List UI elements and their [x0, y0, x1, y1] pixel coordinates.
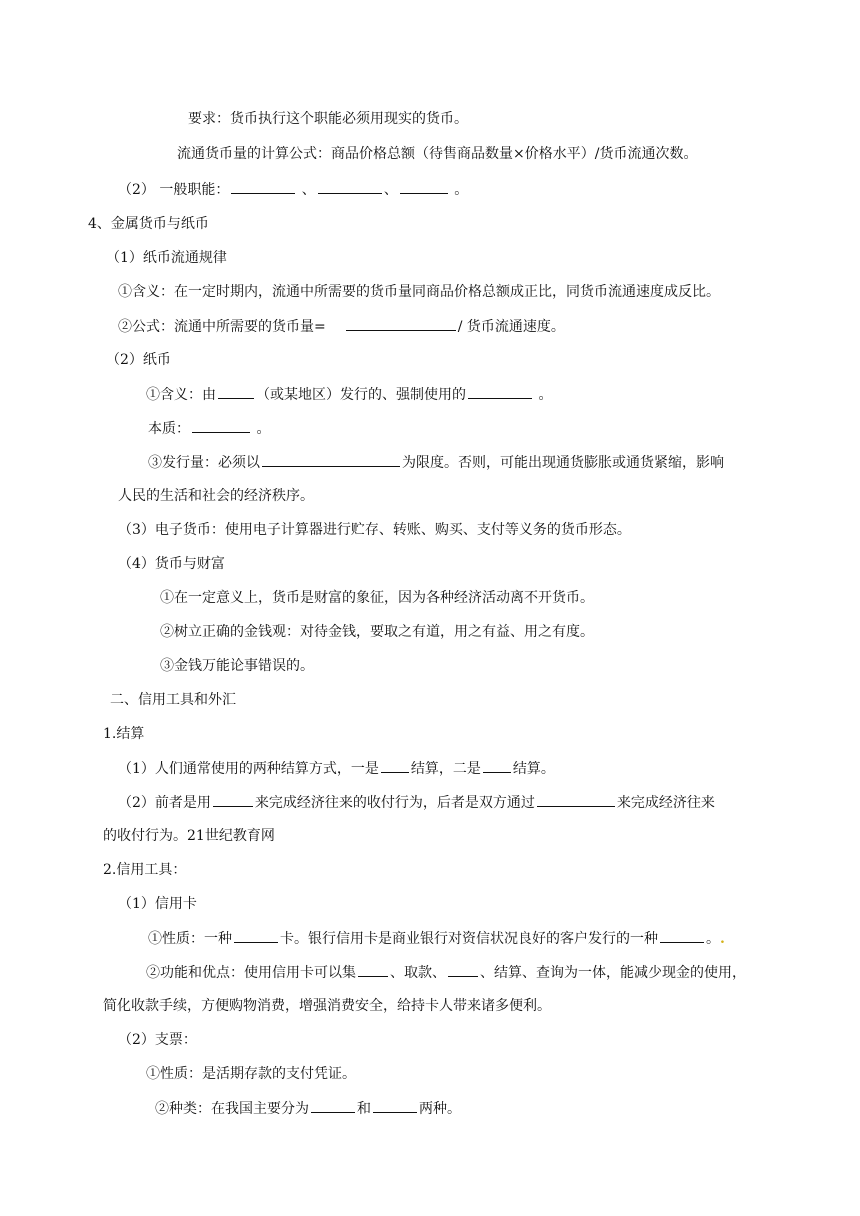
- text-line-with-blanks: [146, 384, 552, 404]
- subsection-heading: （1）纸币流通规律: [106, 250, 227, 266]
- fill-blank: [468, 384, 532, 399]
- fill-blank: [231, 179, 295, 194]
- text-fragment: 结算。: [512, 761, 555, 777]
- fill-blank: [448, 962, 478, 977]
- text-fragment: 、结算、查询为一体，能减少现金的使用，: [480, 965, 746, 981]
- subsection-heading: （2）支票：: [118, 1032, 197, 1048]
- highlight-dot: .: [720, 931, 725, 947]
- text-fragment: 。: [706, 931, 720, 947]
- text-fragment: 。: [449, 182, 469, 198]
- text-line-with-blanks: [148, 418, 270, 438]
- text-fragment: （或某地区）发行的、强制使用的: [256, 387, 466, 403]
- text-fragment: 、: [383, 182, 398, 198]
- fill-blank: [213, 792, 253, 807]
- fill-blank: [400, 179, 448, 194]
- fill-blank: [218, 384, 254, 399]
- text-fragment: ②功能和优点：使用信用卡可以集: [146, 965, 356, 981]
- fill-blank: [537, 792, 615, 807]
- section-heading: 1.结算: [103, 726, 145, 742]
- fill-blank: [262, 452, 400, 467]
- fill-blank: [660, 928, 704, 943]
- text-line-with-blanks: [118, 758, 555, 778]
- fill-blank: [373, 1098, 417, 1113]
- text-line: ②树立正确的金钱观：对待金钱，要取之有道，用之有益、用之有度。: [160, 624, 594, 640]
- fill-blank: [358, 962, 388, 977]
- text-fragment: 为限度。否则，可能出现通货膨胀或通货紧缩，影响: [402, 455, 724, 471]
- text-line-with-blanks: [148, 928, 725, 948]
- text-fragment: 和: [357, 1101, 371, 1117]
- text-fragment: ②种类：在我国主要分为: [155, 1101, 309, 1117]
- text-line: 的收付行为。21世纪教育网: [103, 828, 275, 844]
- text-line: 简化收款手续，方便购物消费，增强消费安全，给持卡人带来诸多便利。: [103, 998, 551, 1014]
- text-fragment: ③发行量：必须以: [148, 455, 260, 471]
- text-fragment: 、: [297, 182, 316, 198]
- text-fragment: ②公式：流通中所需要的货币量=: [118, 319, 326, 335]
- section-heading: 4、金属货币与纸币: [88, 216, 209, 232]
- text-fragment: （2）前者是用: [118, 795, 211, 811]
- text-line: ③金钱万能论事错误的。: [160, 658, 314, 674]
- text-fragment: 结算，二是: [410, 761, 481, 777]
- text-line: 要求：货币执行这个职能必须用现实的货币。: [188, 111, 468, 127]
- fill-blank: [381, 758, 409, 773]
- fill-blank: [346, 316, 456, 331]
- text-line: 流通货币量的计算公式：商品价格总额（待售商品数量×价格水平）/货币流通次数。: [177, 146, 698, 162]
- fill-blank: [234, 928, 278, 943]
- text-fragment: ①性质：一种: [148, 931, 232, 947]
- text-line-with-blanks: [155, 1098, 461, 1118]
- text-line: （3）电子货币：使用电子计算器进行贮存、转账、购买、支付等义务的货币形态。: [118, 522, 631, 538]
- fill-blank: [318, 179, 382, 194]
- text-line-with-blanks: [118, 316, 565, 336]
- text-fragment: 。: [252, 421, 271, 437]
- text-fragment: / 货币流通速度。: [457, 319, 565, 335]
- text-line-with-blanks: [146, 962, 746, 982]
- text-fragment: 本质：: [148, 421, 190, 437]
- text-fragment: 来完成经济往来: [616, 795, 715, 811]
- subsection-heading: （4）货币与财富: [118, 556, 225, 572]
- text-line: 人民的生活和社会的经济秩序。: [118, 488, 314, 504]
- subsection-heading: （2）纸币: [106, 352, 171, 368]
- text-line-with-blanks: [118, 179, 468, 199]
- text-fragment: 来完成经济往来的收付行为，后者是双方通过: [254, 795, 535, 811]
- text-line: ①含义：在一定时期内，流通中所需要的货币量同商品价格总额成正比，同货币流通速度成反比。: [118, 284, 720, 300]
- text-line-with-blanks: [148, 452, 724, 472]
- text-line-with-blanks: [118, 792, 715, 812]
- text-fragment: （1）人们通常使用的两种结算方式，一是: [118, 761, 379, 777]
- subsection-heading: （1）信用卡: [118, 896, 197, 912]
- section-heading: 二、信用工具和外汇: [110, 692, 236, 708]
- text-line: ①在一定意义上，货币是财富的象征，因为各种经济活动离不开货币。: [160, 590, 594, 606]
- text-fragment: 、取款、: [390, 965, 446, 981]
- text-fragment: 。: [534, 387, 553, 403]
- fill-blank: [192, 418, 250, 433]
- section-heading: 2.信用工具：: [103, 862, 187, 878]
- text-fragment: （2） 一般职能：: [118, 182, 230, 198]
- text-line: ①性质：是活期存款的支付凭证。: [146, 1066, 356, 1082]
- text-fragment: 卡。银行信用卡是商业银行对资信状况良好的客户发行的一种: [280, 931, 658, 947]
- text-fragment: 两种。: [419, 1101, 461, 1117]
- text-fragment: ①含义：由: [146, 387, 216, 403]
- fill-blank: [483, 758, 511, 773]
- fill-blank: [311, 1098, 355, 1113]
